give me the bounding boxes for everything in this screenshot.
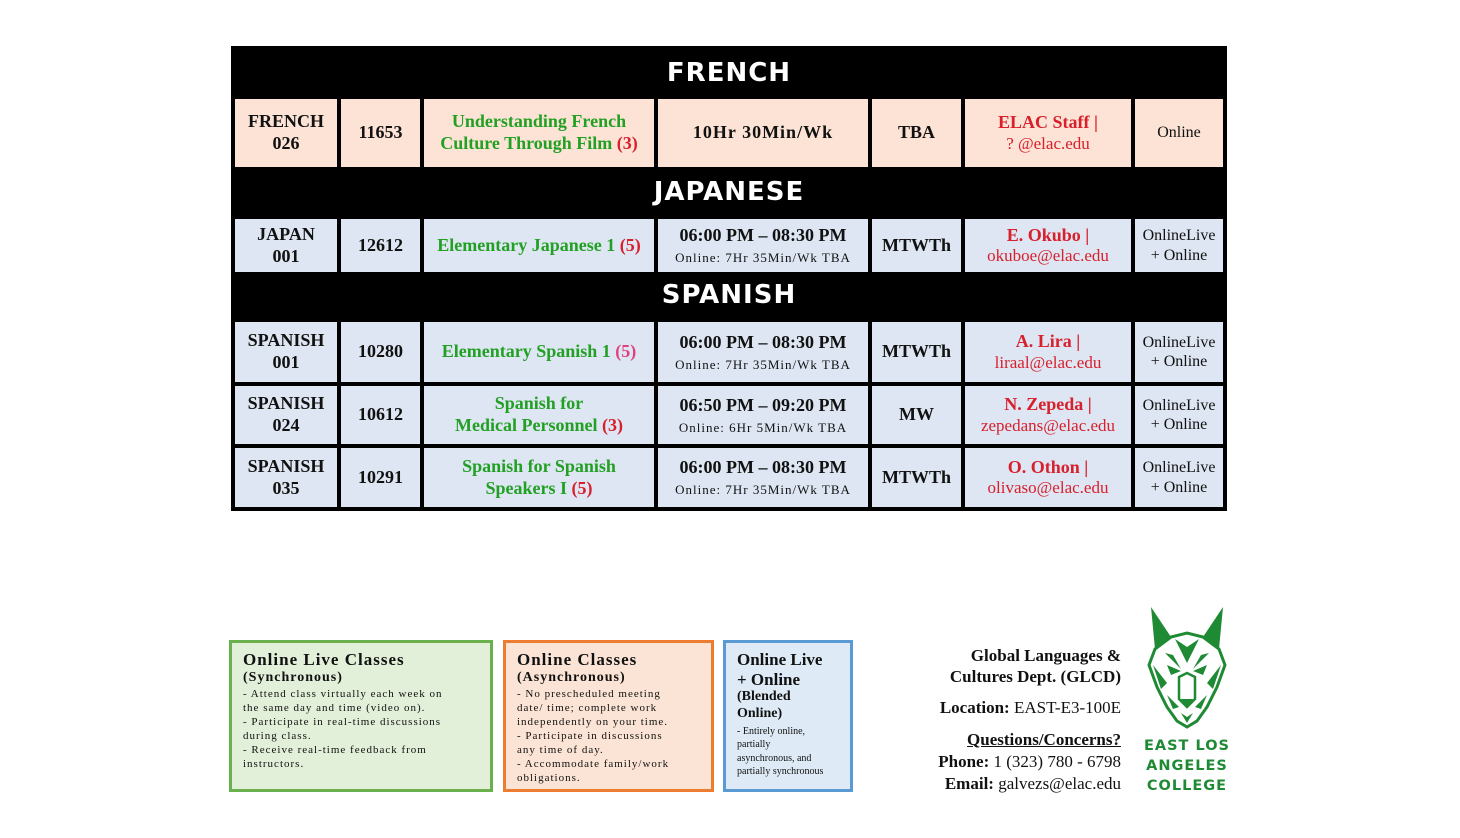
wolf-head-icon	[1145, 603, 1229, 729]
section-heading-spanish: SPANISH	[661, 280, 797, 310]
section-heading-french: FRENCH	[666, 58, 792, 88]
days-cell: MTWTh	[872, 219, 961, 272]
section-heading-japanese: JAPANESE	[653, 177, 805, 207]
course-title-cell: Spanish for Medical Personnel (3)	[424, 386, 654, 444]
crn-cell: 11653	[341, 99, 420, 167]
course-code-cell: SPANISH 001	[235, 322, 337, 382]
time-cell: 06:50 PM – 09:20 PM Online: 6Hr 5Min/Wk TBA	[658, 386, 868, 444]
days-cell: MW	[872, 386, 961, 444]
time-cell: 06:00 PM – 08:30 PM Online: 7Hr 35Min/Wk TBA	[658, 448, 868, 507]
dept-name: Global Languages & Cultures Dept. (GLCD)	[949, 646, 1121, 687]
course-title-cell: Elementary Japanese 1 (5)	[424, 219, 654, 272]
mode-cell: OnlineLive + Online	[1135, 219, 1223, 272]
table-row	[231, 99, 1227, 167]
instructor-cell: O. Othon | olivaso@elac.edu	[965, 448, 1131, 507]
time-cell: 06:00 PM – 08:30 PM Online: 7Hr 35Min/Wk TBA	[658, 219, 868, 272]
crn-cell: 10612	[341, 386, 420, 444]
dept-email-link[interactable]: galvezs@elac.edu	[998, 774, 1121, 793]
course-title-cell: Spanish for Spanish Speakers I (5)	[424, 448, 654, 507]
units-label: (5)	[615, 341, 637, 362]
units-label: (5)	[619, 234, 641, 255]
instructor-cell: A. Lira | liraal@elac.edu	[965, 322, 1131, 382]
schedule-table	[231, 46, 1227, 511]
days-cell: MTWTh	[872, 448, 961, 507]
legend-online-live: Online Live Classes (Synchronous) - Attend class virtually each week on the same day and time (video on). - Participate in real-time discussions during class. - Receive real-time feedback from instructors.	[229, 640, 493, 792]
course-code-cell: FRENCH 026	[235, 99, 337, 167]
mode-cell: OnlineLive + Online	[1135, 386, 1223, 444]
instructor-cell: E. Okubo | okuboe@elac.edu	[965, 219, 1131, 272]
dept-email: Email: galvezs@elac.edu	[944, 774, 1121, 793]
instructor-email[interactable]: olivaso@elac.edu	[987, 478, 1109, 498]
days-cell: MTWTh	[872, 322, 961, 382]
course-title-cell: Elementary Spanish 1 (5)	[424, 322, 654, 382]
time-cell: 10Hr 30Min/Wk	[658, 99, 868, 167]
units-label: (3)	[601, 415, 623, 435]
instructor-email[interactable]: ? @elac.edu	[1006, 133, 1090, 153]
table-row	[231, 322, 1227, 382]
crn-cell: 10291	[341, 448, 420, 507]
course-code-cell: SPANISH 024	[235, 386, 337, 444]
instructor-cell: N. Zepeda | zepedans@elac.edu	[965, 386, 1131, 444]
table-row	[231, 219, 1227, 272]
instructor-email[interactable]: okuboe@elac.edu	[987, 246, 1109, 266]
mode-cell: Online	[1135, 99, 1223, 167]
crn-cell: 10280	[341, 322, 420, 382]
legend-description: - No prescheduled meeting date/ time; complete work independently on your time. - Participate in discussions any time of day. - Accommodate family/work obligations.	[517, 688, 670, 785]
crn-cell: 12612	[341, 219, 420, 272]
instructor-email[interactable]: liraal@elac.edu	[994, 352, 1102, 372]
college-wordmark: EAST LOS ANGELES COLLEGE	[1143, 738, 1230, 794]
legend-description: - Attend class virtually each week on the same day and time (video on). - Participate in real-time discussions during class. - Receive real-time feedback from instructors.	[243, 688, 443, 771]
course-code-cell: SPANISH 035	[235, 448, 337, 507]
days-cell: TBA	[872, 99, 961, 167]
mode-cell: OnlineLive + Online	[1135, 448, 1223, 507]
table-row	[231, 386, 1227, 444]
table-row	[231, 448, 1227, 507]
legend-blended: Online Live + Online (Blended Online) - Entirely online, partially asynchronous, and partially synchronous	[723, 640, 853, 792]
mode-cell: OnlineLive + Online	[1135, 322, 1223, 382]
dept-phone: Phone: 1 (323) 780 - 6798	[938, 752, 1121, 771]
units-label: (5)	[571, 477, 593, 498]
dept-location: Location: EAST-E3-100E	[939, 698, 1121, 717]
time-cell: 06:00 PM – 08:30 PM Online: 7Hr 35Min/Wk TBA	[658, 322, 868, 382]
instructor-email[interactable]: zepedans@elac.edu	[980, 415, 1116, 435]
course-title-cell: Understanding French Culture Through Film (3)	[424, 99, 654, 167]
legend-online: Online Classes (Asynchronous) - No prescheduled meeting date/ time; complete work independently on your time. - Participate in discussions any time of day. - Accommodate family/work obligations.	[503, 640, 714, 792]
dept-questions: Questions/Concerns?	[967, 730, 1121, 749]
instructor-cell: ELAC Staff | ? @elac.edu	[965, 99, 1131, 167]
legend-description: - Entirely online, partially asynchronous, and partially synchronous	[737, 725, 824, 778]
units-label: (3)	[616, 133, 638, 153]
course-code-cell: JAPAN 001	[235, 219, 337, 272]
